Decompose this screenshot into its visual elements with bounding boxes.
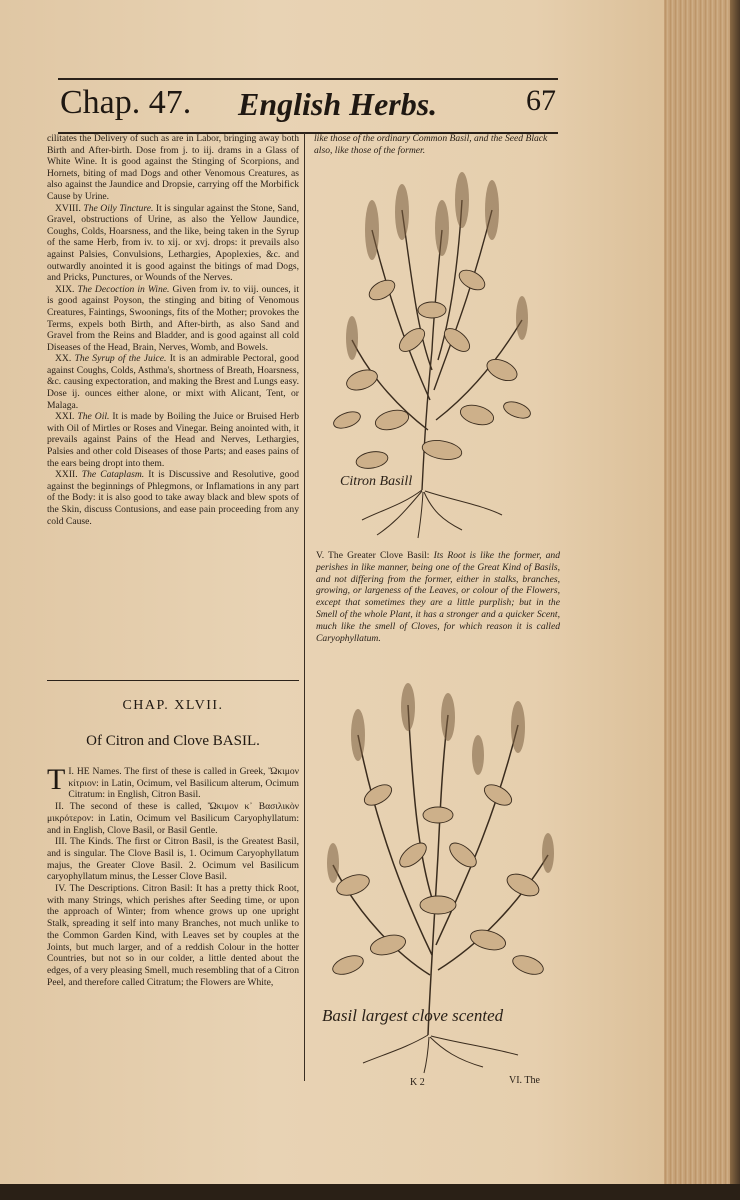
section-number: XIX. — [55, 283, 75, 295]
right-column-top-text: like those of the ordinary Common Basil, and the Seed Black also, like those of the former. — [314, 133, 548, 156]
paragraph — [47, 469, 299, 527]
section-number: XX. — [55, 353, 72, 365]
section-body: Its Root is like the former, and perishes in like manner, being one of the Great Kind of Basils, and not differing from the former, either in stalks, branches, growing, or largeness of the Leaves, or colour of the Flowers, except that sometimes they are a little purplish; but in the Smell of the whole Plant, it has a stronger and a quicker Scent, much like the smell of Cloves, for which reason it is called Caryophyllatum. — [316, 550, 560, 644]
section-title: The Oily Tincture. — [83, 202, 154, 214]
paragraph: cilitates the Delivery of such as are in Labor, bringing away both Birth and After-birth. Dose from j. to iij. drams in a Glass of White Wine. It is good against the Stinging of Scorpions, and Hornets, biting of mad Dogs and other Venomous Creatures, as also against the Jaundice and Dropsie, carrying off the Morbifick Cause by Urine. — [47, 133, 299, 202]
section-number: XXII. — [55, 469, 78, 481]
section-number: XXI. — [55, 411, 75, 423]
page-edges — [664, 0, 740, 1184]
signature-mark: K 2 — [410, 1077, 425, 1088]
paragraph — [47, 203, 299, 284]
figure-caption: Citron Basill — [340, 474, 413, 489]
section-body: It is made by Boiling the Juice or Bruised Herb with Oil of Mirtles or Roses and Vinegar. Being anointed with, it prevails against Pains of the Head and Nerves, Lethargies, Palsies and other cold Diseases of those Parts; and eases pains of the ears being dropt into them. — [47, 411, 299, 469]
section-title: V. The Greater Clove Basil: — [316, 550, 430, 561]
paragraph: IV. The Descriptions. Citron Basil: It has a pretty thick Root, with many Strings, which perishes after Seeding time, or upon the approach of Winter; from whence grows up one upright Stalk, spreading it self into many Branches, not much unlike to the Common Garden Kind, with Leaves set by couples at the Joints, but much larger, and of a reddish Colour in the hotter Countries, but not so in our colder, a little dented about the edges, of a very pleasing Smell, much resembling that of a Citron Peel, and therefore called Citratum; the Flowers are White, — [47, 883, 299, 988]
section-body: It is an admirable Pectoral, good against Coughs, Colds, Asthma's, shortness of Breath, Hoarsness, &c. causing expectoration, and making the Brest and Lungs easy. Dose ij. ounces either alone, or mixt with Alicant, Tent, or Malaga. — [47, 353, 299, 411]
running-title: English Herbs. — [238, 86, 438, 122]
section-body: I. HE Names. The first of these is called in Greek, Ὤκιμον κίτριον: in Latin, Ocimum, vel Basilicum alterum, Ocimum Citratum: in English, Citron Basil. — [68, 766, 299, 801]
paragraph — [47, 284, 299, 354]
column-divider — [304, 133, 305, 1081]
chapter-text — [47, 763, 299, 988]
chapter-label: Chap. 47. — [60, 84, 192, 121]
section-body: It is singular against the Stone, Sand, Gravel, obstructions of Urine, as also the Yellow Jaundice, Coughs, Colds, Hoarsness, and the like, being taken in the Syrup of the same Herb, from iv. to xij. or xvj. drops: it prevails also against Palsies, Convulsions, Lethargies, Apoplexies, &c. and outwardly anointed it is good against the bitings of mad Dogs, and Pricks, Punctures, or Wounds of the Nerves. — [47, 202, 299, 284]
left-column-text — [47, 133, 299, 527]
drop-cap: T — [47, 763, 66, 796]
catchword: VI. The — [509, 1075, 540, 1086]
chapter-divider — [47, 680, 299, 681]
chapter-subtitle: Of Citron and Clove BASIL. — [86, 733, 260, 749]
section-title: The Cataplasm. — [81, 469, 145, 481]
figure-caption: Basil largest clove scented — [322, 1006, 504, 1025]
section-body: Given from iv. to viij. ounces, it is good against Poyson, the stinging and biting of Venomous Creatures, Faintings, Swoonings, fits of the Mother; provokes the Terms, expels both Birth, and After-birth, as also Sand and Gravel from the Reins and Bladder, and is good against all cold Diseases of the Head, Brain, Nerves, Womb, and Bowels. — [47, 283, 299, 353]
section-body: It is Discussive and Resolutive, good against the beginnings of Phlegmons, or Inflamations in any part of the Body: it is also good to take away black and blew spots of the Skin, discuss Contusions, and ease pain proceeding from any cold Cause. — [47, 469, 299, 527]
section-number: XVIII. — [55, 202, 81, 214]
section-title: The Oil. — [77, 411, 110, 423]
paragraph: II. The second of these is called, Ὤκιμον κ᾿ Βασιλικὸν μικρότερον: in Latin, Ocimum vel Basilicum Caryophyllatum: and in English, Clove Basil, or Basil Gentle. — [47, 801, 299, 836]
section-title: The Syrup of the Juice. — [74, 353, 167, 365]
paragraph — [47, 353, 299, 411]
right-column-mid-text — [316, 550, 560, 644]
paragraph — [47, 763, 299, 801]
paragraph — [47, 411, 299, 469]
section-title: The Decoction in Wine. — [77, 283, 170, 295]
paragraph: III. The Kinds. The first or Citron Basil, is the Greatest Basil, and is singular. The Clove Basil is, 1. Ocimum Caryophyllatum majus, the Greater Clove Basil. 2. Ocimum vel Basilicum caryophyllatum minus, the Lesser Clove Basil. — [47, 836, 299, 883]
page-number: 67 — [526, 84, 556, 117]
chapter-heading: CHAP. XLVII. — [122, 698, 224, 713]
running-header — [58, 78, 558, 134]
